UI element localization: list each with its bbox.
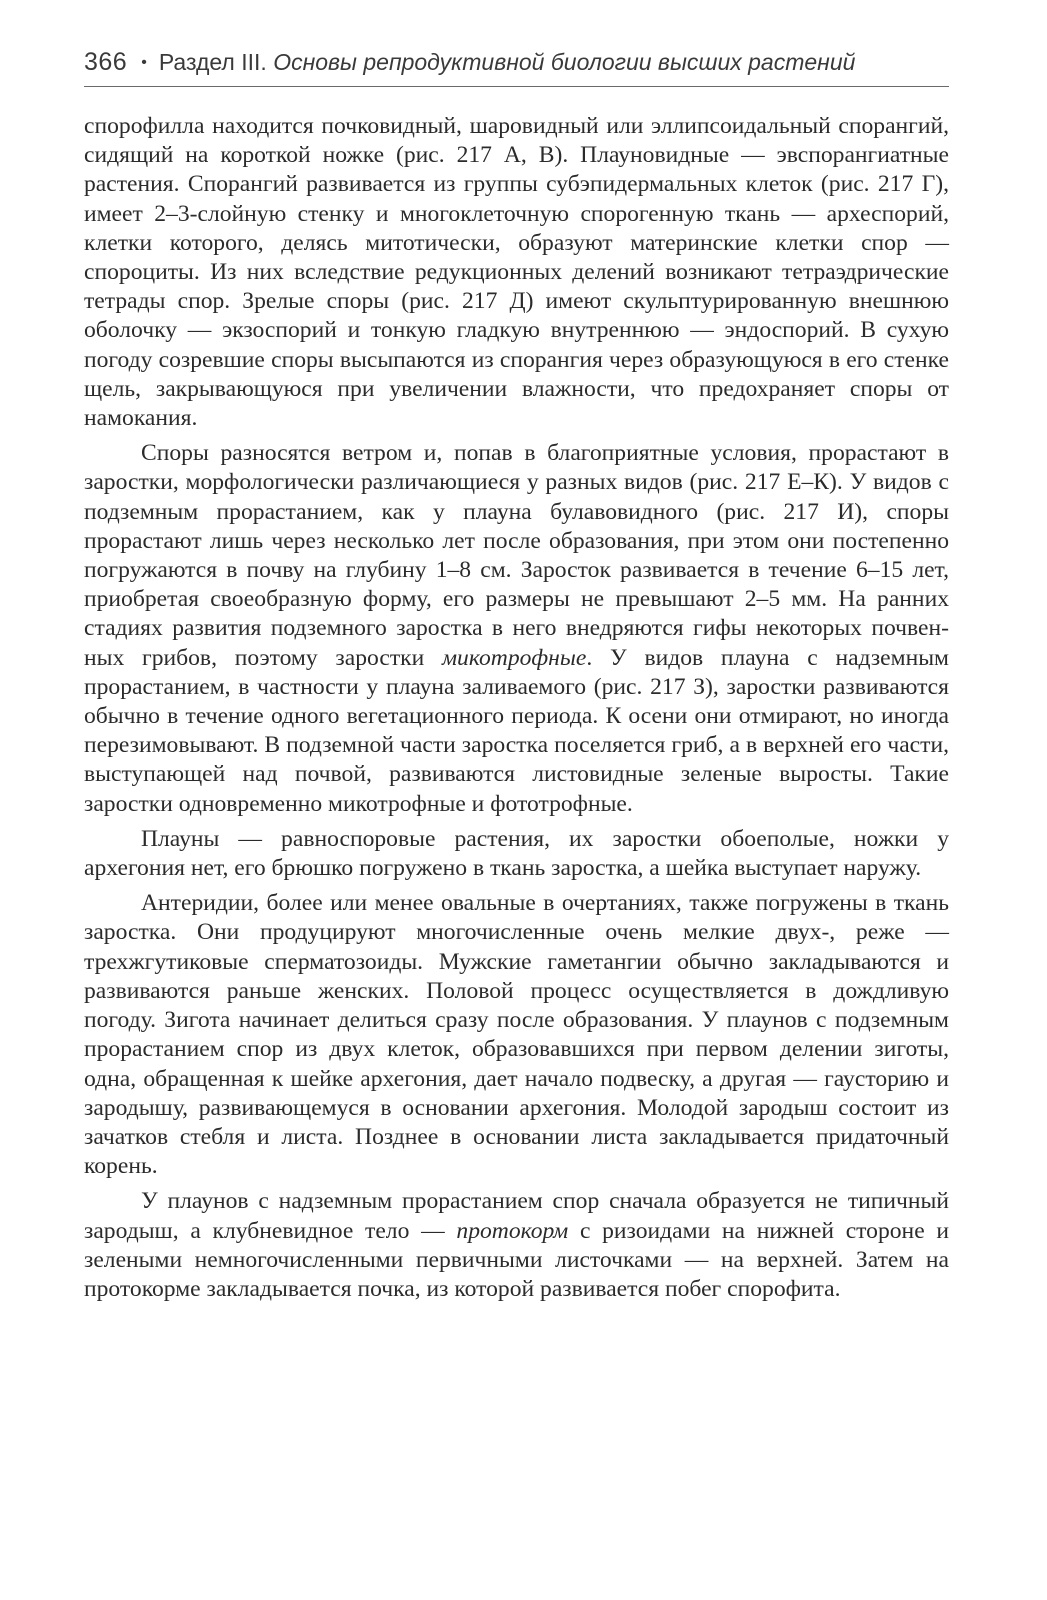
italic-term: микотрофные — [442, 644, 587, 671]
paragraph — [84, 1187, 949, 1304]
text-segment: . У видов плауна с надземным прорастанием, в частности у плауна заливаемого (рис. 217 З), заростки развиваются обычно в течение одного вегетационного периода. К осени они отмирают, но иногда перезимовывают. В подземной части заростка поселяется гриб, а в верхней его части, выступающей над почвой, развиваются листовидные зеленые выросты. Такие заростки одновременно микотрофные и фототрофные. — [84, 644, 949, 817]
italic-term: протокорм — [456, 1217, 569, 1244]
running-head — [84, 48, 949, 88]
section-label: Раздел III. — [158, 49, 267, 75]
text-segment: спорофилла находится почковидный, шаровидный или эллипсоидальный спорангий, сидящий на короткой ножке (рис. 217 А, В). Плауновидные — эвспорангиатные растения. Спорангий развивается из группы субэпидермальных клеток (рис. 217 Г), имеет 2–3-слойную стенку и многоклеточную спорогенную ткань — археспорий, клетки которого, делясь митотически, образуют материнские клетки спор — спороциты. Из них вследствие редукционных делений возникают тетраэдрические тетрады спор. Зрелые споры (рис. 217 Д) имеют скульптурированную внешнюю оболочку — экзоспорий и тонкую гладкую внутреннюю — эндоспорий. В сухую погоду созревшие споры высыпаются из спорангия через образующуюся в его стенке щель, закрывающуюся при увеличении влажности, что предохраняет споры от намокания. — [84, 113, 949, 432]
page-number: 366 — [84, 48, 128, 76]
text-segment: У плаунов с надземным прорастанием спор сначала образуется не типичный зародыш, а клубневидное тело — — [84, 1188, 949, 1244]
text-segment: Антеридии, более или менее овальные в очертаниях, также погружены в ткань заростка. Они продуцируют многочисленные очень мелкие двух-, реже — трехжгутиковые сперматозоиды. Мужские гаметангии обычно закладываются и развиваются раньше женских. Половой процесс осуществляется в дождливую погоду. Зигота начинает делиться сразу после образования. У плаунов с подземным прорастанием спор из двух клеток, образовавшихся при первом делении зиготы, одна, обращенная к шейке архегония, дает начало подвеску, а другая — гаусторию и зародышу, развивающемуся в основании архегония. Молодой зародыш состоит из зачатков стебля и листа. Позднее в основании листа закладывается придаточный корень. — [84, 890, 949, 1180]
body-text — [84, 112, 949, 1304]
text-segment: Споры разносятся ветром и, попав в благоприятные условия, прорастают в заростки, морфологически различающиеся у разных видов (рис. 217 Е–К). У видов с подземным прорастанием, как у плауна булавовидного (рис. 217 И), споры прорастают лишь через несколько лет после образования, при этом они постепенно погружаются в почву на глубину 1–8 см. Заросток развивается в течение 6–15 лет, приобретая своеобразную форму, его размеры не превышают 2–5 мм. На ранних стадиях развития подземного заростка в него внедряются гифы некоторых почвенных грибов, поэтому заростки — [84, 440, 949, 671]
header-rule — [84, 86, 949, 87]
paragraph — [84, 112, 949, 433]
bullet-separator: • — [141, 54, 147, 71]
paragraph — [84, 825, 949, 883]
text-segment: Плауны — равноспоровые растения, их заростки обоеполые, ножки у архегония нет, его брюшко погружено в ткань заростка, а шейка выступает наружу. — [84, 825, 949, 882]
paragraph — [84, 889, 949, 1181]
section-title: Основы репродуктивной биологии высших растений — [273, 49, 856, 75]
paragraph — [84, 439, 949, 819]
text-segment: с ризоидами на нижней стороне и зелеными немногочисленными первичными листочками — на верхней. Затем на протокорме закладывается почка, из которой развивается побег спорофита. — [84, 1217, 949, 1302]
